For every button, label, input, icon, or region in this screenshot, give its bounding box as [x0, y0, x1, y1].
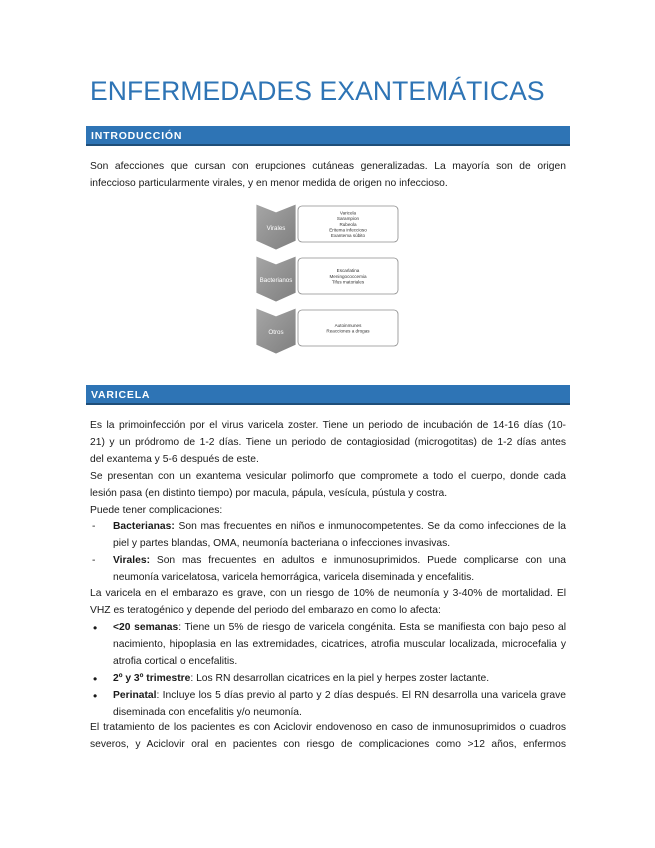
varicela-p1-line-1: Es la primoinfección por el virus varicela zoster. Tiene un periodo de incubación de 14-16 días (10-	[90, 420, 566, 431]
diagram-item-text: Rubeola	[339, 221, 357, 227]
list-item	[90, 671, 566, 688]
list-item	[90, 519, 566, 553]
varicela-p2-line-1: Se presentan con un exantema vesicular polimorfo que compromete a todo el cuerpo, donde cada	[90, 470, 566, 482]
diagram-item-text: Exantema súbito	[330, 233, 366, 238]
varicela-p3: Puede tener complicaciones:	[90, 504, 223, 516]
list-item-text: : Incluye los 5 días previo al parto y 2 días después. El RN desarrolla una varicela grave diseminada con encefalitis y/o neumonía.	[113, 689, 566, 718]
diagram-item-text: Escarlatina	[336, 268, 360, 274]
chevron-label: Otros	[268, 329, 284, 336]
intro-paragraph	[90, 159, 566, 193]
bullet-marker: •	[93, 621, 98, 635]
varicela-paragraph-4	[90, 586, 566, 620]
list-item-term: <20 semanas	[113, 622, 179, 633]
diagram-group	[256, 256, 398, 302]
dash-marker: -	[92, 521, 96, 532]
diagram-group	[256, 204, 398, 250]
varicela-p5-line-2: severos, y Aciclovir oral en pacientes con riesgo de complicaciones como >12 años, enfermos	[90, 738, 566, 750]
varicela-p4-line-2: VHZ es teratogénico y depende del periodo del embarazo en como lo afecta:	[90, 604, 441, 616]
varicela-paragraph-1	[90, 418, 566, 519]
document-title: ENFERMEDADES EXANTEMÁTICAS	[90, 76, 545, 106]
bullet-marker: •	[93, 671, 98, 686]
diagram-item-text: Sarampion	[336, 216, 360, 222]
section-heading-varicela: VARICELA	[86, 385, 570, 405]
varicela-p5-line-1: El tratamiento de los pacientes es con Aciclovir endovenoso en caso de inmunosuprimidos o cuadros	[90, 722, 566, 733]
varicela-paragraph-5	[90, 720, 566, 754]
classification-diagram	[255, 203, 401, 359]
list-item-term: Perinatal	[113, 689, 157, 701]
list-item-text: : Tiene un 5% de riesgo de varicela congénita. Esta se manifiesta con bajo peso al nacimiento, hipoplasia en las extremidades, cicatrices, atrofia muscular localizada, microcefalia y atrofia cortical o encefalitis.	[113, 622, 567, 667]
diagram-item-text: Eritema infeccioso	[329, 227, 367, 233]
intro-line-2: infeccioso particularmente virales, y en menor medida de origen no infeccioso.	[90, 177, 448, 189]
diagram-item-text: Reacciones a drogas	[326, 328, 370, 334]
list-item-term: Bacterianas:	[113, 521, 175, 532]
diagram-item-text: Varicela	[339, 210, 357, 216]
varicela-p2-line-2: lesión pasa (en distinto tiempo) por macula, pápula, vesícula, pústula y costra.	[90, 487, 448, 499]
list-item-text: Son mas frecuentes en adultos e inmunosuprimidos. Puede complicarse con una neumonía varicelatosa, varicela hemorrágica, varicela diseminada y encefalitis.	[113, 554, 566, 583]
list-item-term: Virales:	[113, 554, 151, 566]
dash-marker: -	[92, 554, 96, 566]
diagram-item-text: Tifus matoriales	[331, 279, 365, 285]
section-heading-introduccion: INTRODUCCIÓN	[86, 126, 570, 146]
intro-line-1: Son afecciones que cursan con erupciones cutáneas generalizadas. La mayoría son de origen	[90, 161, 566, 172]
varicela-p1-line-2: 21) y un pródromo de 1-2 días. Tiene un periodo de contagiosidad (microgotitas) de 1-2 días antes	[90, 436, 566, 448]
varicela-p1-line-3: del exantema y 5-6 después de este.	[90, 453, 259, 465]
pregnancy-list	[90, 620, 566, 721]
varicela-p4-line-1: La varicela en el embarazo es grave, con un riesgo de 10% de neumonía y 3-40% de mortalidad. El	[90, 588, 566, 599]
list-item-text: Son mas frecuentes en niños e inmunocompetentes. Se da como infecciones de la piel y partes blandas, OMA, neumonía bacteriana o infecciones invasivas.	[113, 521, 566, 549]
diagram-group	[256, 308, 398, 354]
list-item	[90, 553, 566, 587]
diagram-item-text: Autoinmunes	[334, 323, 362, 328]
list-item-text: : Los RN desarrollan cicatrices en la piel y herpes zoster lactante.	[190, 672, 490, 684]
complications-list	[90, 519, 566, 587]
chevron-label: Virales	[266, 225, 286, 232]
chevron-label: Bacterianos	[259, 277, 293, 284]
list-item	[90, 620, 566, 671]
list-item	[90, 688, 566, 722]
diagram-item-text: Meningococcemia	[329, 273, 367, 279]
list-item-term: 2º y 3º trimestre	[113, 672, 191, 684]
bullet-marker: •	[93, 688, 98, 703]
